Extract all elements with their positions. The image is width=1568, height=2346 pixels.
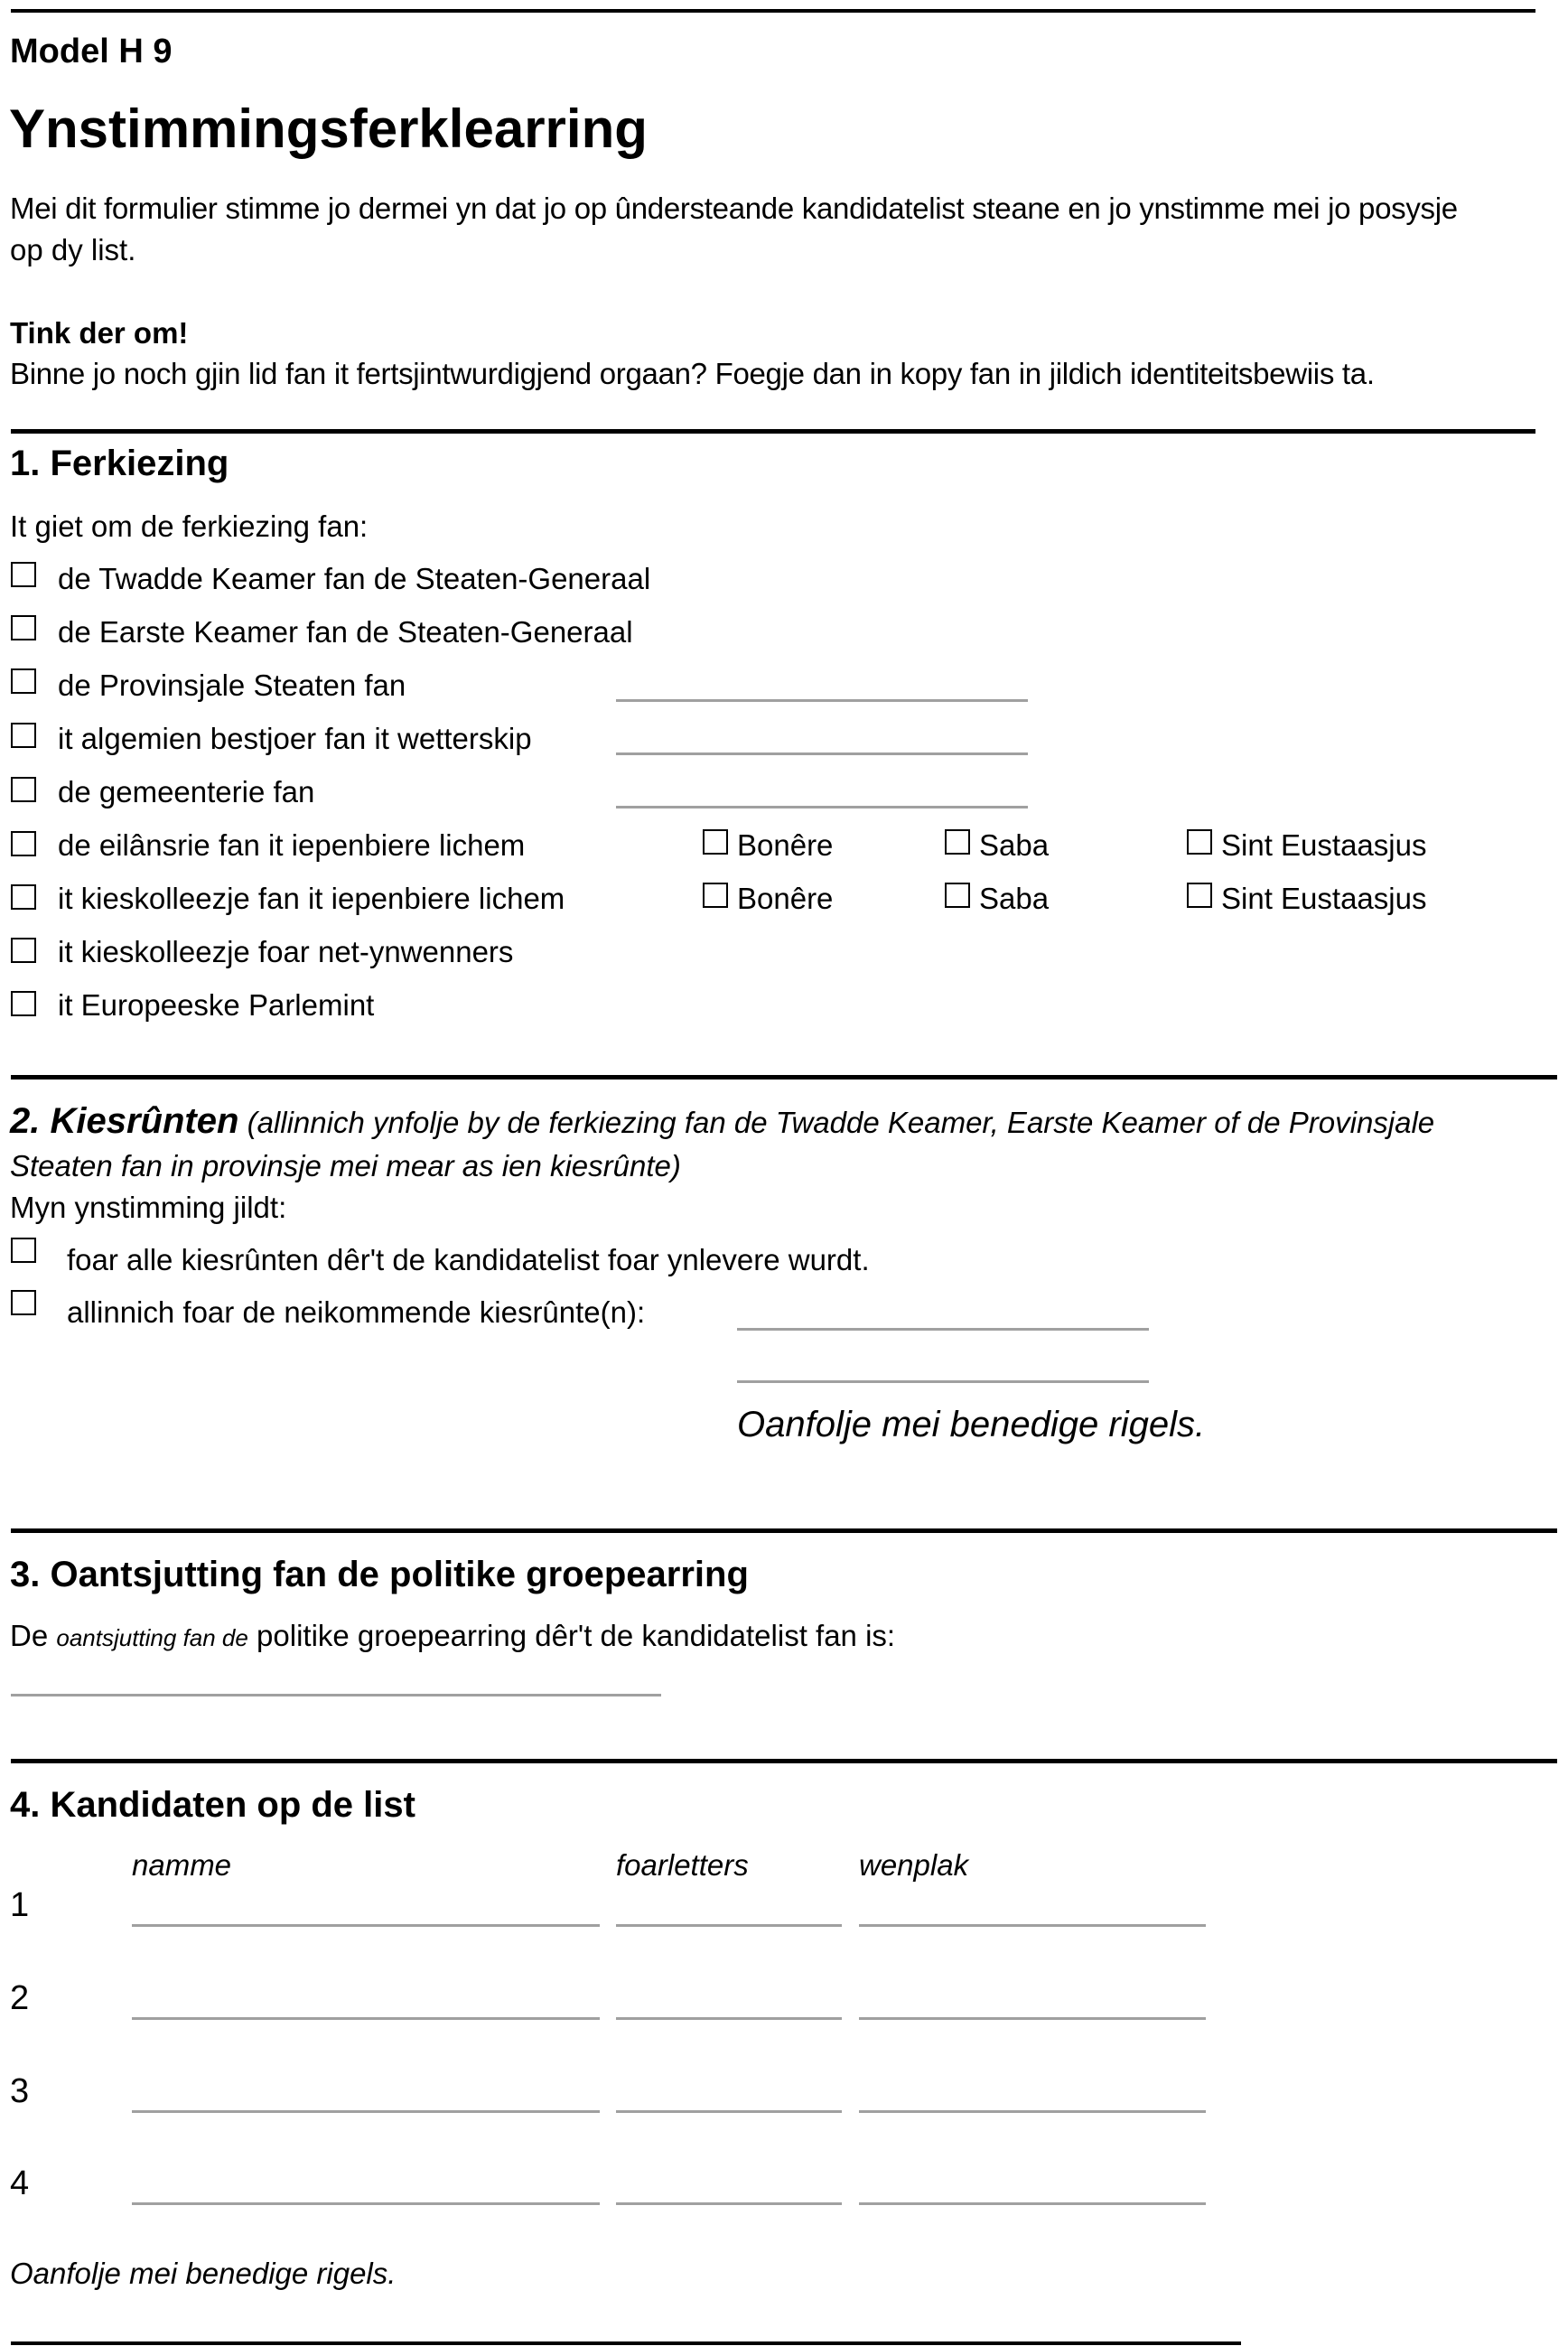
party-name-fill-line[interactable] [11,1694,661,1696]
checkbox[interactable] [11,777,36,802]
sub-label: Sint Eustaasjus [1221,882,1427,915]
row-number: 1 [10,1886,30,1924]
column-header-foarletters: foarletters [616,1848,749,1882]
section-2-note: (allinnich ynfolje by de ferkiezing fan de Twadde Keamer, Earste Keamer of de Provinsjale [247,1106,1435,1139]
sub-label: Saba [979,882,1050,915]
intro-line-2: op dy list. [10,233,136,266]
district-fill-line-1[interactable] [737,1328,1149,1331]
checkbox[interactable] [11,831,36,856]
row-number: 2 [10,1979,30,2017]
sub-label: Bonêre [737,882,834,915]
row-number: 3 [10,2072,30,2110]
option-label: it kieskolleezje foar net-ynwenners [58,935,514,968]
checkbox[interactable] [11,1238,36,1263]
section-4-supplement: Oanfolje mei benedige rigels. [10,2257,397,2290]
namme-field[interactable] [132,2110,600,2113]
checkbox[interactable] [11,562,36,587]
checkbox[interactable] [11,1290,36,1315]
section-2-heading-line [10,1100,1434,1144]
checkbox-saba[interactable] [945,829,970,855]
foarletters-field[interactable] [616,2202,842,2205]
checkbox-bonaire[interactable] [703,829,728,855]
section-1-rule [11,429,1535,434]
option-label: allinnich foar de neikommende kiesrûnte(n): [67,1295,646,1329]
section-2-supplement: Oanfolje mei benedige rigels. [737,1405,1206,1444]
row-number: 4 [10,2164,30,2202]
option-label: de Provinsjale Steaten fan [58,668,406,702]
wenplak-field[interactable] [859,2202,1206,2205]
option-label: it Europeeske Parlemint [58,988,375,1022]
column-header-namme: namme [132,1848,232,1882]
option-label: de eilânsrie fan it iepenbiere lichem [58,828,526,862]
foarletters-field[interactable] [616,2110,842,2113]
column-header-wenplak: wenplak [859,1848,969,1882]
section-1-heading: 1. Ferkiezing [10,444,229,483]
sub-label: Sint Eustaasjus [1221,828,1427,862]
wenplak-field[interactable] [859,2110,1206,2113]
page-title: Ynstimmingsferklearring [9,98,648,159]
foarletters-field[interactable] [616,2017,842,2020]
checkbox[interactable] [11,884,36,910]
checkbox-saba[interactable] [945,883,970,908]
notice-title: Tink der om! [10,316,189,350]
text-post: politike groepearring dêr't de kandidatelist fan is: [257,1619,896,1652]
model-number: Model H 9 [10,33,173,70]
checkbox[interactable] [11,615,36,640]
namme-field[interactable] [132,2017,600,2020]
municipality-fill-line[interactable] [616,806,1028,808]
section-1-intro: It giet om de ferkiezing fan: [10,509,369,543]
wenplak-field[interactable] [859,2017,1206,2020]
checkbox-sint-eustatius[interactable] [1187,829,1212,855]
text-italic: oantsjutting fan de [56,1624,248,1651]
district-fill-line-2[interactable] [737,1380,1149,1383]
checkbox[interactable] [11,938,36,963]
section-2-heading: 2. Kiesrûnten [10,1101,239,1141]
wenplak-field[interactable] [859,1924,1206,1927]
option-label: it kieskolleezje fan it iepenbiere lichem [58,882,565,915]
checkbox[interactable] [11,991,36,1016]
checkbox[interactable] [11,723,36,748]
top-rule [11,9,1535,13]
intro-line-1: Mei dit formulier stimme jo dermei yn dat jo op ûndersteande kandidatelist steane en jo ynstimme mei jo posysje [10,192,1458,225]
option-label: foar alle kiesrûnten dêr't de kandidatelist foar ynlevere wurdt. [67,1243,870,1276]
section-4-heading: 4. Kandidaten op de list [10,1785,415,1825]
checkbox[interactable] [11,668,36,694]
section-3-text [10,1619,895,1655]
section-2-rule [11,1075,1557,1080]
section-4-rule [11,1759,1557,1763]
namme-field[interactable] [132,1924,600,1927]
option-label: de Twadde Keamer fan de Steaten-Generaal [58,562,651,595]
foarletters-field[interactable] [616,1924,842,1927]
checkbox-sint-eustatius[interactable] [1187,883,1212,908]
province-fill-line[interactable] [616,699,1028,702]
checkbox-bonaire[interactable] [703,883,728,908]
text-pre: De [10,1619,49,1652]
waterboard-fill-line[interactable] [616,752,1028,755]
option-label: de Earste Keamer fan de Steaten-Generaal [58,615,633,649]
section-2-intro: Myn ynstimming jildt: [10,1191,287,1224]
sub-label: Bonêre [737,828,834,862]
notice-text: Binne jo noch gjin lid fan it fertsjintwurdigjend orgaan? Foegje dan in kopy fan in jildich identiteitsbewiis ta. [10,357,1375,390]
bottom-rule [11,2341,1241,2345]
section-3-heading: 3. Oantsjutting fan de politike groepearring [10,1555,749,1594]
option-label: it algemien bestjoer fan it wetterskip [58,722,532,755]
section-3-rule [11,1528,1557,1533]
option-label: de gemeenterie fan [58,775,315,808]
section-2-note-cont: Steaten fan in provinsje mei mear as ien kiesrûnte) [10,1149,681,1182]
namme-field[interactable] [132,2202,600,2205]
sub-label: Saba [979,828,1050,862]
